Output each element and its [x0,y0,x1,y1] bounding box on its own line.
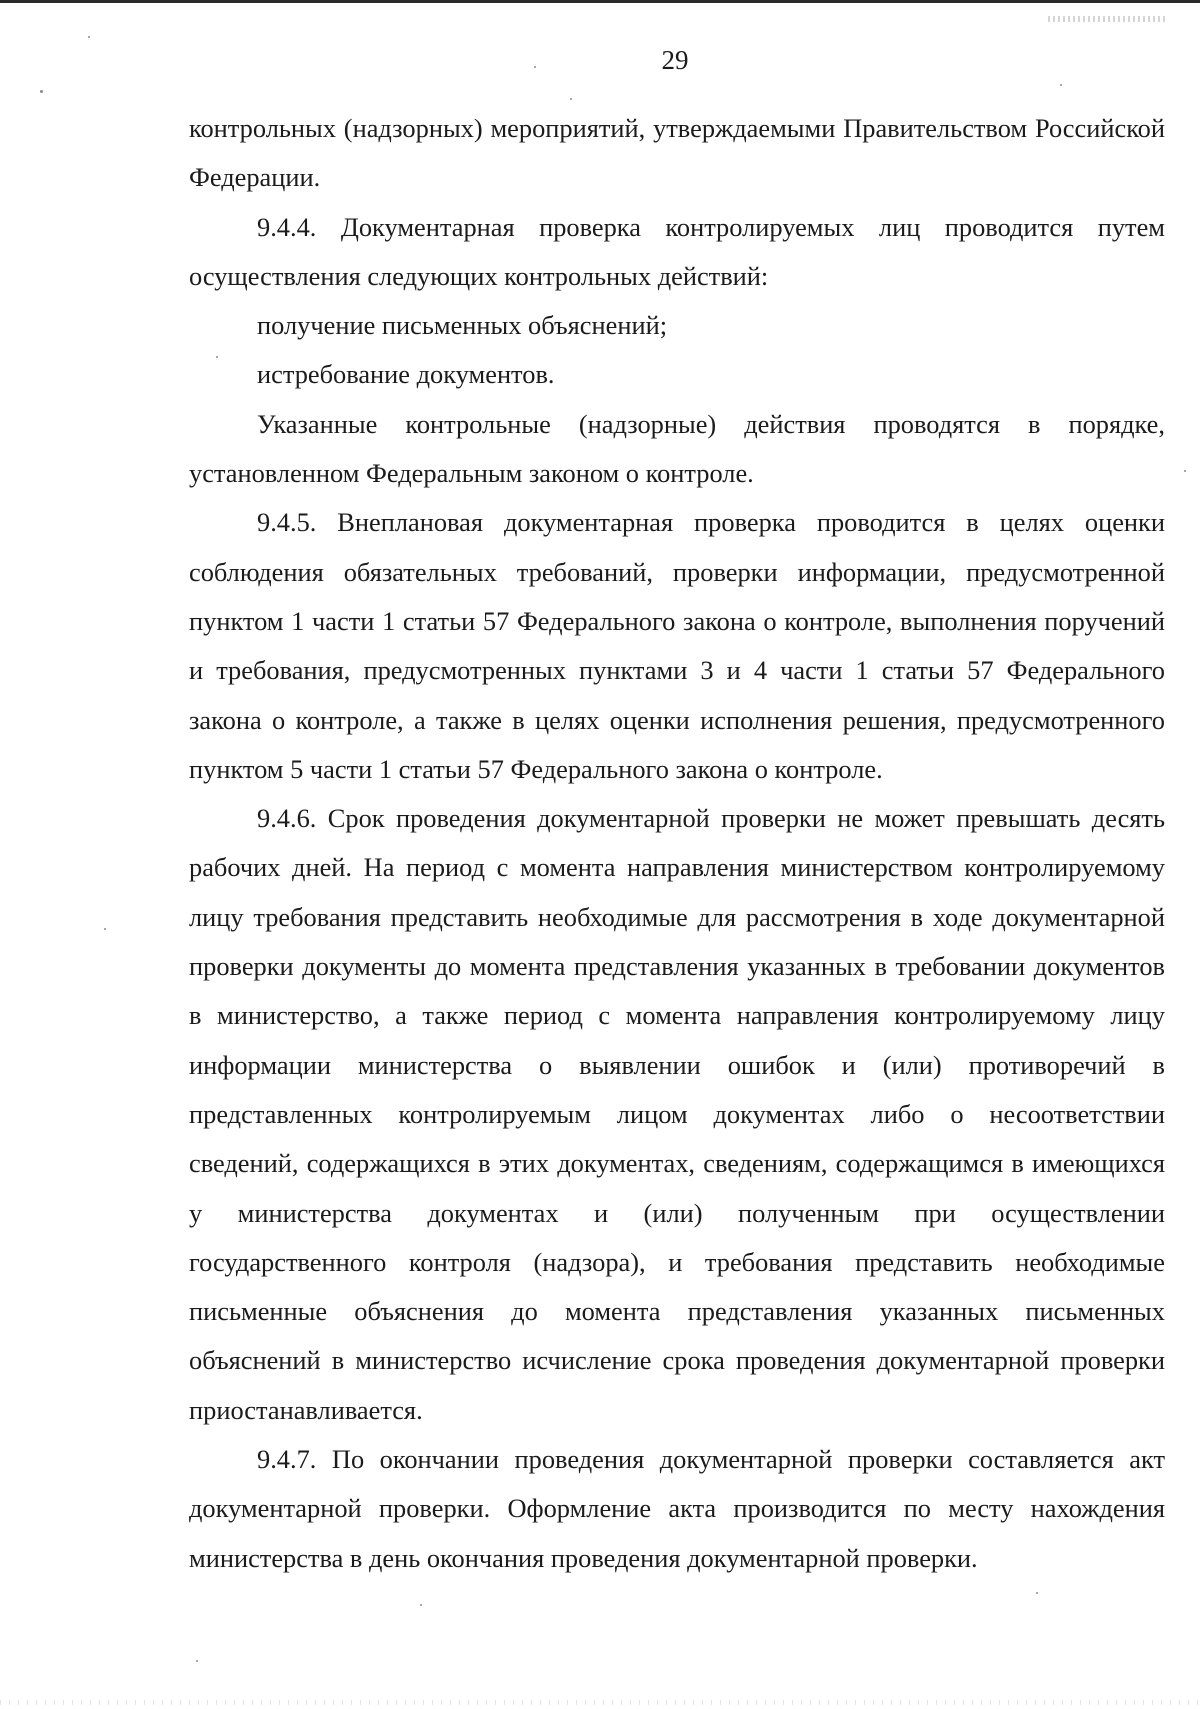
paragraph-9-4-5: 9.4.5. Внеплановая документарная проверка проводится в целях оценки соблюдения обязательных требований, проверки информации, предусмотренной пунктом 1 части 1 статьи 57 Федерального закона о контроле, выполнения поручений и требования, предусмотренных пунктами 3 и 4 части 1 статьи 57 Федерального закона о контроле, а также в целях оценки исполнения решения, предусмотренного пунктом 5 части 1 статьи 57 Федерального закона о контроле. [189,507,1165,784]
scan-speck [1184,470,1186,472]
paragraph-9-4-6: 9.4.6. Срок проведения документарной проверки не может превышать десять рабочих дней. На период с момента направления министерством контролируемому лицу требования представить необходимые для рассмотрения в ходе документарной проверки документы до момента представления указанных в требовании документов в министерство, а также период с момента направления контролируемому лицу информации министерства о выявлении ошибок и (или) противоречий в представленных контролируемым лицом документах либо о несоответствии сведений, содержащихся в этих документах, сведениям, содержащимся в имеющихся у министерства документах и (или) полученным при осуществлении государственного контроля (надзора), и требования представить необходимые письменные объяснения до момента представления указанных письменных объяснений в министерство исчисление срока проведения документарной проверки приостанавливается. [189,803,1165,1425]
page-number: 29 [661,45,689,75]
scan-speck [104,928,106,930]
scan-speck [570,98,572,100]
paragraph-control-actions-order: Указанные контрольные (надзорные) действия проводятся в порядке, установленном Федеральным законом о контроле. [189,408,1165,489]
scan-speck [88,36,90,38]
scan-artifact-top [1048,16,1166,22]
scan-speck [1060,84,1062,86]
scan-artifact-bottom [0,1700,1200,1705]
list-item-document-request: истребование документов. [257,359,555,390]
scan-speck [196,1660,198,1662]
scan-speck [216,356,218,358]
top-border-line [0,0,1200,3]
document-body [189,104,1165,1583]
scan-speck [420,1604,422,1606]
paragraph-intro-continuation: контрольных (надзорных) мероприятий, утверждаемыми Правительством Российской Федерации. [189,113,1165,193]
list-item-written-explanations: получение письменных объяснений; [257,310,668,341]
paragraph-9-4-7: 9.4.7. По окончании проведения документарной проверки составляется акт документарной проверки. Оформление акта производится по месту нахождения министерства в день окончания проведения документарной проверки. [189,1444,1165,1573]
scan-speck [40,90,43,93]
scan-speck [1036,1592,1038,1594]
paragraph-9-4-4: 9.4.4. Документарная проверка контролируемых лиц проводится путем осуществления следующих контрольных действий: [189,211,1165,291]
scan-speck [534,66,536,68]
